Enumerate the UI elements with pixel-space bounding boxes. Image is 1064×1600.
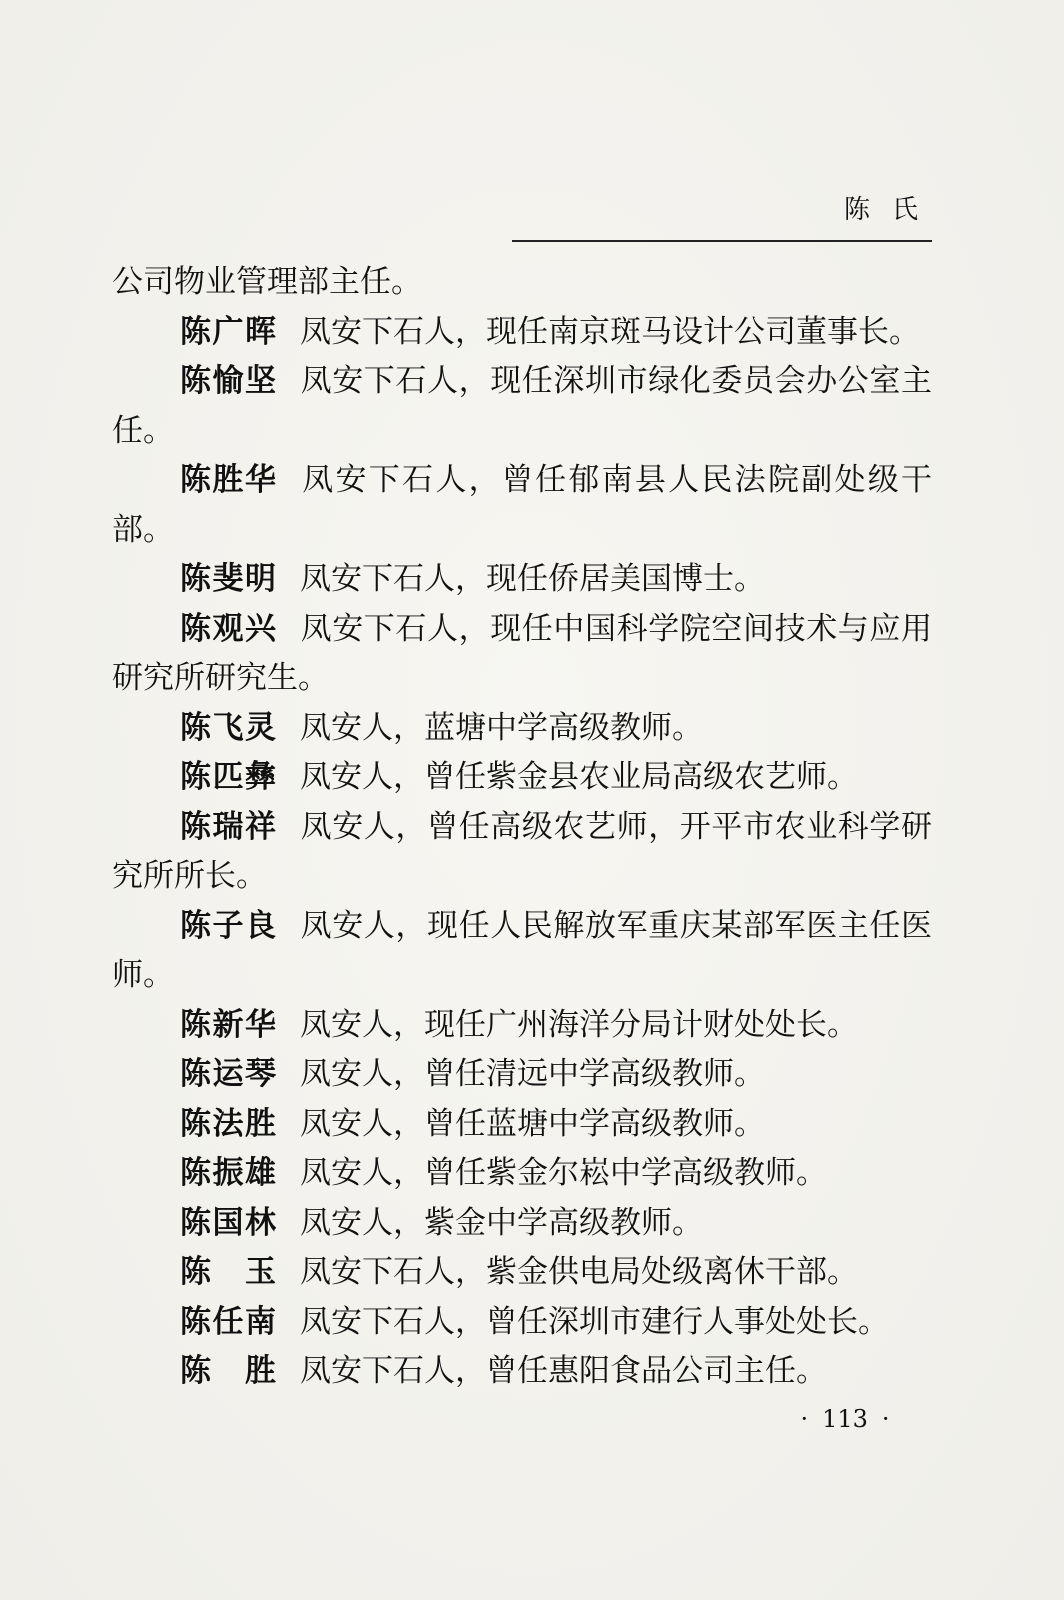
person-name: 陈新华 [180,1006,276,1043]
entry [112,555,932,605]
person-name: 陈国林 [180,1204,276,1241]
entry [112,704,932,754]
person-name: 陈运琴 [180,1056,276,1092]
person-name: 陈玉 [180,1254,276,1290]
header-rule [512,240,932,242]
entry [112,1298,932,1348]
folio-dot-right: · [881,1405,890,1433]
entry [112,902,932,1001]
person-description: 凤安人，曾任清远中学高级教师。 [300,1056,765,1092]
person-description: 凤安下石人，曾任郁南县人民法院副处级干部。 [112,462,932,548]
folio-dot-left: · [800,1405,809,1433]
person-name: 陈子良 [180,907,276,944]
person-description: 凤安人，曾任高级农艺师，开平市农业科学研究所所长。 [112,808,932,894]
continuation-paragraph: 公司物业管理部主任。 [112,264,422,300]
page-number-value: 113 [822,1405,868,1433]
page-number [780,1402,910,1436]
person-name: 陈匹彝 [180,759,276,795]
person-name: 陈任南 [180,1303,276,1340]
entry [112,456,932,555]
person-description: 凤安人，紫金中学高级教师。 [300,1204,703,1241]
entry [112,1100,932,1150]
person-description: 凤安下石人，现任南京斑马设计公司董事长。 [300,313,920,350]
person-description: 凤安下石人，紫金供电局处级离休干部。 [300,1254,858,1290]
person-name: 陈广晖 [180,313,276,350]
entry [112,753,932,803]
person-description: 凤安人，现任广州海洋分局计财处处长。 [300,1006,858,1043]
person-description: 凤安人，曾任紫金县农业局高级农艺师。 [300,759,858,795]
person-name: 陈愉坚 [180,363,276,399]
person-description: 凤安人，蓝塘中学高级教师。 [300,709,703,746]
entry [112,1347,932,1397]
page-body [112,258,932,1397]
person-description: 凤安人，曾任紫金尔崧中学高级教师。 [300,1155,827,1191]
entry [112,1248,932,1298]
person-name: 陈胜 [180,1353,276,1389]
entry [112,357,932,456]
entry [112,1001,932,1051]
person-name: 陈胜华 [180,462,276,498]
person-description: 凤安人，曾任蓝塘中学高级教师。 [300,1105,765,1142]
entry [112,1149,932,1199]
person-name: 陈振雄 [180,1155,276,1191]
person-name: 陈瑞祥 [180,808,276,845]
person-name: 陈飞灵 [180,709,276,746]
entry [112,308,932,358]
person-description: 凤安下石人，曾任深圳市建行人事处处长。 [300,1303,889,1340]
running-head: 陈氏 [843,195,940,225]
person-name: 陈法胜 [180,1105,276,1142]
entry [112,1050,932,1100]
person-description: 凤安人，现任人民解放军重庆某部军医主任医师。 [112,907,932,993]
entry [112,1199,932,1249]
entry [112,803,932,902]
person-description: 凤安下石人，现任侨居美国博士。 [300,561,765,597]
person-name: 陈观兴 [180,610,276,647]
entry [112,605,932,704]
person-name: 陈斐明 [180,561,276,597]
person-description: 凤安下石人，现任中国科学院空间技术与应用研究所研究生。 [112,610,932,696]
person-description: 凤安下石人，曾任惠阳食品公司主任。 [300,1353,827,1389]
person-description: 凤安下石人，现任深圳市绿化委员会办公室主任。 [112,363,932,449]
